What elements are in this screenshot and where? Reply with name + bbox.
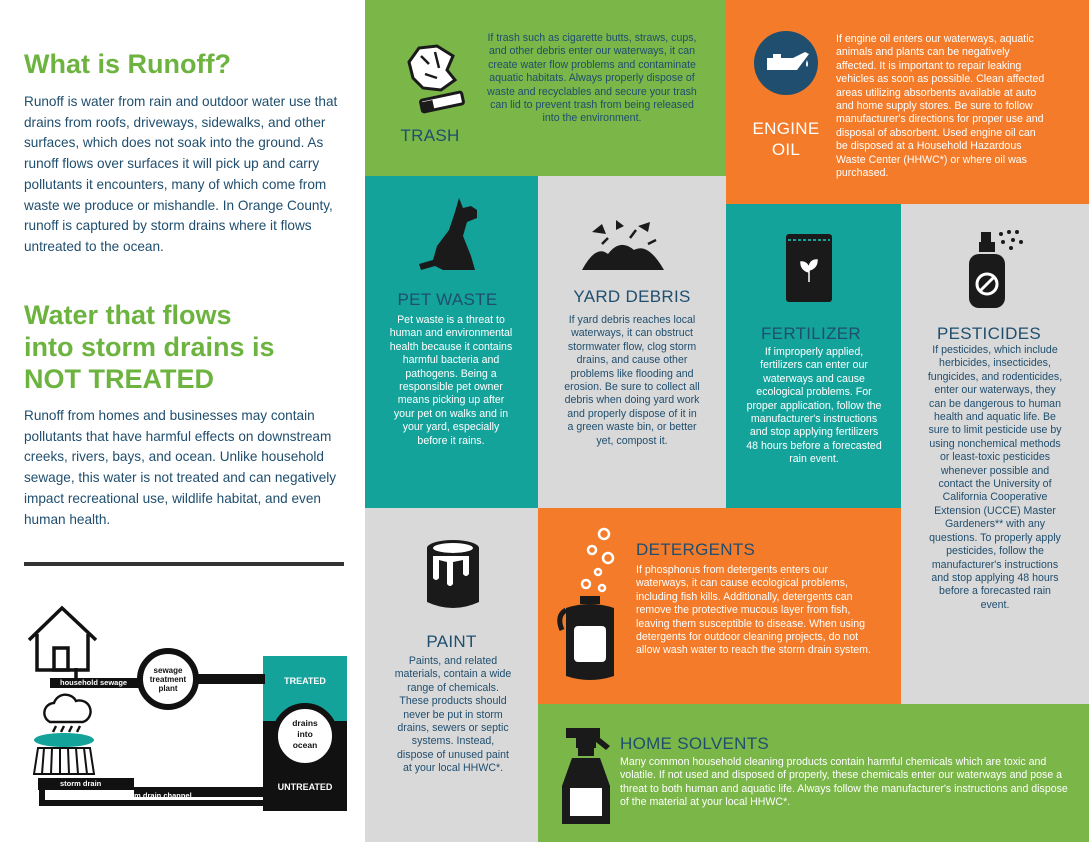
yard-debris-tile xyxy=(538,176,726,508)
pet-waste-tile xyxy=(365,176,538,508)
paint-can-icon xyxy=(423,538,483,612)
drains-label-line3: ocean xyxy=(292,740,318,750)
engine-oil-tile xyxy=(726,0,1089,204)
home-solvents-tile xyxy=(538,704,1089,842)
what-is-runoff-heading: What is Runoff? xyxy=(24,49,231,79)
plant-label-line3: plant xyxy=(158,684,178,693)
drains-label-line2: into xyxy=(297,729,313,739)
storm-drain-channel-label: storm drain channel xyxy=(120,791,192,800)
plant-label-line1: sewage xyxy=(153,666,183,675)
detergents-tile xyxy=(538,508,901,704)
rain-cloud-icon xyxy=(44,695,90,732)
trash-title: TRASH xyxy=(400,126,460,145)
yard-debris-title: YARD DEBRIS xyxy=(573,287,691,306)
plant-label-line2: treatment xyxy=(149,675,187,684)
not-treated-heading-line2: into storm drains is xyxy=(24,332,275,362)
treated-label: TREATED xyxy=(284,676,326,686)
paint-tile xyxy=(365,508,538,842)
dog-icon xyxy=(415,196,493,276)
pollutants-paragraph: Runoff from homes and businesses may contain pollutants that have harmful effects on downstream creeks, rivers, bays, and ocean. Unlike household sewage, this water is not treated and can negatively impact recreational use, wildlife habitat, and even human health. xyxy=(24,408,337,527)
home-solvents-title: HOME SOLVENTS xyxy=(620,734,770,753)
engine-oil-title-line1: ENGINE xyxy=(752,119,820,138)
paint-text: Paints, and related materials, contain a wide range of chemicals. These products should never be put in storm drains, sewers or septic systems. Instead, dispose of unused paint at your local HHWC*. xyxy=(394,655,512,775)
trash-icon xyxy=(395,42,475,118)
engine-oil-title-line2: OIL xyxy=(771,140,801,159)
pesticides-title: PESTICIDES xyxy=(936,324,1042,343)
pesticides-tile xyxy=(901,204,1089,704)
not-treated-heading-line3: NOT TREATED xyxy=(24,364,214,394)
solvent-spray-icon xyxy=(556,724,626,828)
fertilizer-text: If improperly applied, fertilizers can enter our waterways and cause ecological problems. For proper application, follow the manufacturer's instructions and stop applying fertilizers 48 hours before a forecasted rain event. xyxy=(746,346,882,466)
detergents-text: If phosphorus from detergents enters our waterways, it can cause ecological problems, including fish kills. Additionally, detergents can remove the protective mucous layer from fish, leaving them susceptible to disease. When using detergents for outdoor cleaning projects, do not allow wash water to reach the storm drain system. xyxy=(636,564,871,657)
fertilizer-title: FERTILIZER xyxy=(761,324,861,343)
pet-waste-title: PET WASTE xyxy=(397,290,498,309)
not-treated-heading-line1: Water that flows xyxy=(24,300,232,330)
drains-label-line1: drains xyxy=(292,718,318,728)
paint-title: PAINT xyxy=(426,632,477,651)
yard-debris-icon xyxy=(578,214,668,274)
left-column xyxy=(0,0,365,842)
home-solvents-text: Many common household cleaning products contain harmful chemicals which are toxic and volatile. If not used and disposed of properly, these chemicals enter our waterways and pose a threat to both human and aquatic life. Always follow the manufacturer's instructions and dispose of the material at your local HHWC*. xyxy=(620,756,1068,809)
house-icon xyxy=(29,608,96,678)
pesticides-text: If pesticides, which include herbicides, insecticides, fungicides, and rodenticides, enter our waterways, they can be dangerous to human health and aquatic life. Be sure to limit pesticide use by using nonchemical methods or least-toxic pesticides whenever possible and contact the University of California Cooperative Extension (UCCE) Master Gardeners** with any questions. To properly apply pesticides, follow the manufacturer's instructions and stop applying 48 hours before a forecasted rain event. xyxy=(927,344,1063,611)
fertilizer-bag-icon xyxy=(782,232,836,304)
trash-text: If trash such as cigarette butts, straws, cups, and other debris enter our waterways, it can create water flow problems and contaminate aquatic habitats. Always properly dispose of waste and recyclables and secure your trash can lid to prevent trash from being released into the environment. xyxy=(487,32,697,125)
engine-oil-text: If engine oil enters our waterways, aquatic animals and plants can be negatively affected. It is important to repair leaking vehicles as soon as possible. Clean affected areas utilizing absorbents available at auto and home supply stores. Be sure to follow manufacturer's directions for proper use and disposal of absorbent. Used engine oil can be disposed at a Household Hazardous Waste Center (HHWC*) or where oil was purchased. xyxy=(836,33,1045,180)
household-sewage-label: household sewage xyxy=(60,678,128,687)
runoff-definition-paragraph: Runoff is water from rain and outdoor water use that drains from roofs, driveways, sidewalks, and other surfaces, which does not soak into the ground. As runoff flows over surfaces it will pick up and carry pollutants it encounters, many of which come from waste we produce or mishandle. In Orange County, runoff is captured by storm drains where it flows untreated to the ocean. xyxy=(24,94,338,254)
runoff-flow-diagram xyxy=(20,598,355,820)
pet-waste-text: Pet waste is a threat to human and environmental health because it contains harmful bacteria and pathogens. Being a responsible pet owner means picking up after your pet on walks and in your yard, especially before it rains. xyxy=(389,314,513,447)
detergents-title: DETERGENTS xyxy=(636,540,756,559)
untreated-label: UNTREATED xyxy=(277,782,333,792)
engine-oil-icon xyxy=(753,30,819,96)
storm-drain-label: storm drain xyxy=(60,779,102,788)
trash-tile xyxy=(365,0,726,176)
yard-debris-text: If yard debris reaches local waterways, it can obstruct stormwater flow, clog storm drains, and cause other problems like flooding and erosion. Be sure to collect all debris when doing yard work and properly dispose of it in a green waste bin, or better yet, compost it. xyxy=(564,314,700,447)
divider xyxy=(24,562,344,566)
spray-bottle-icon xyxy=(965,228,1025,310)
detergent-bottle-icon xyxy=(552,526,628,686)
storm-drain-grate-icon xyxy=(34,748,94,774)
fertilizer-tile xyxy=(726,204,901,508)
